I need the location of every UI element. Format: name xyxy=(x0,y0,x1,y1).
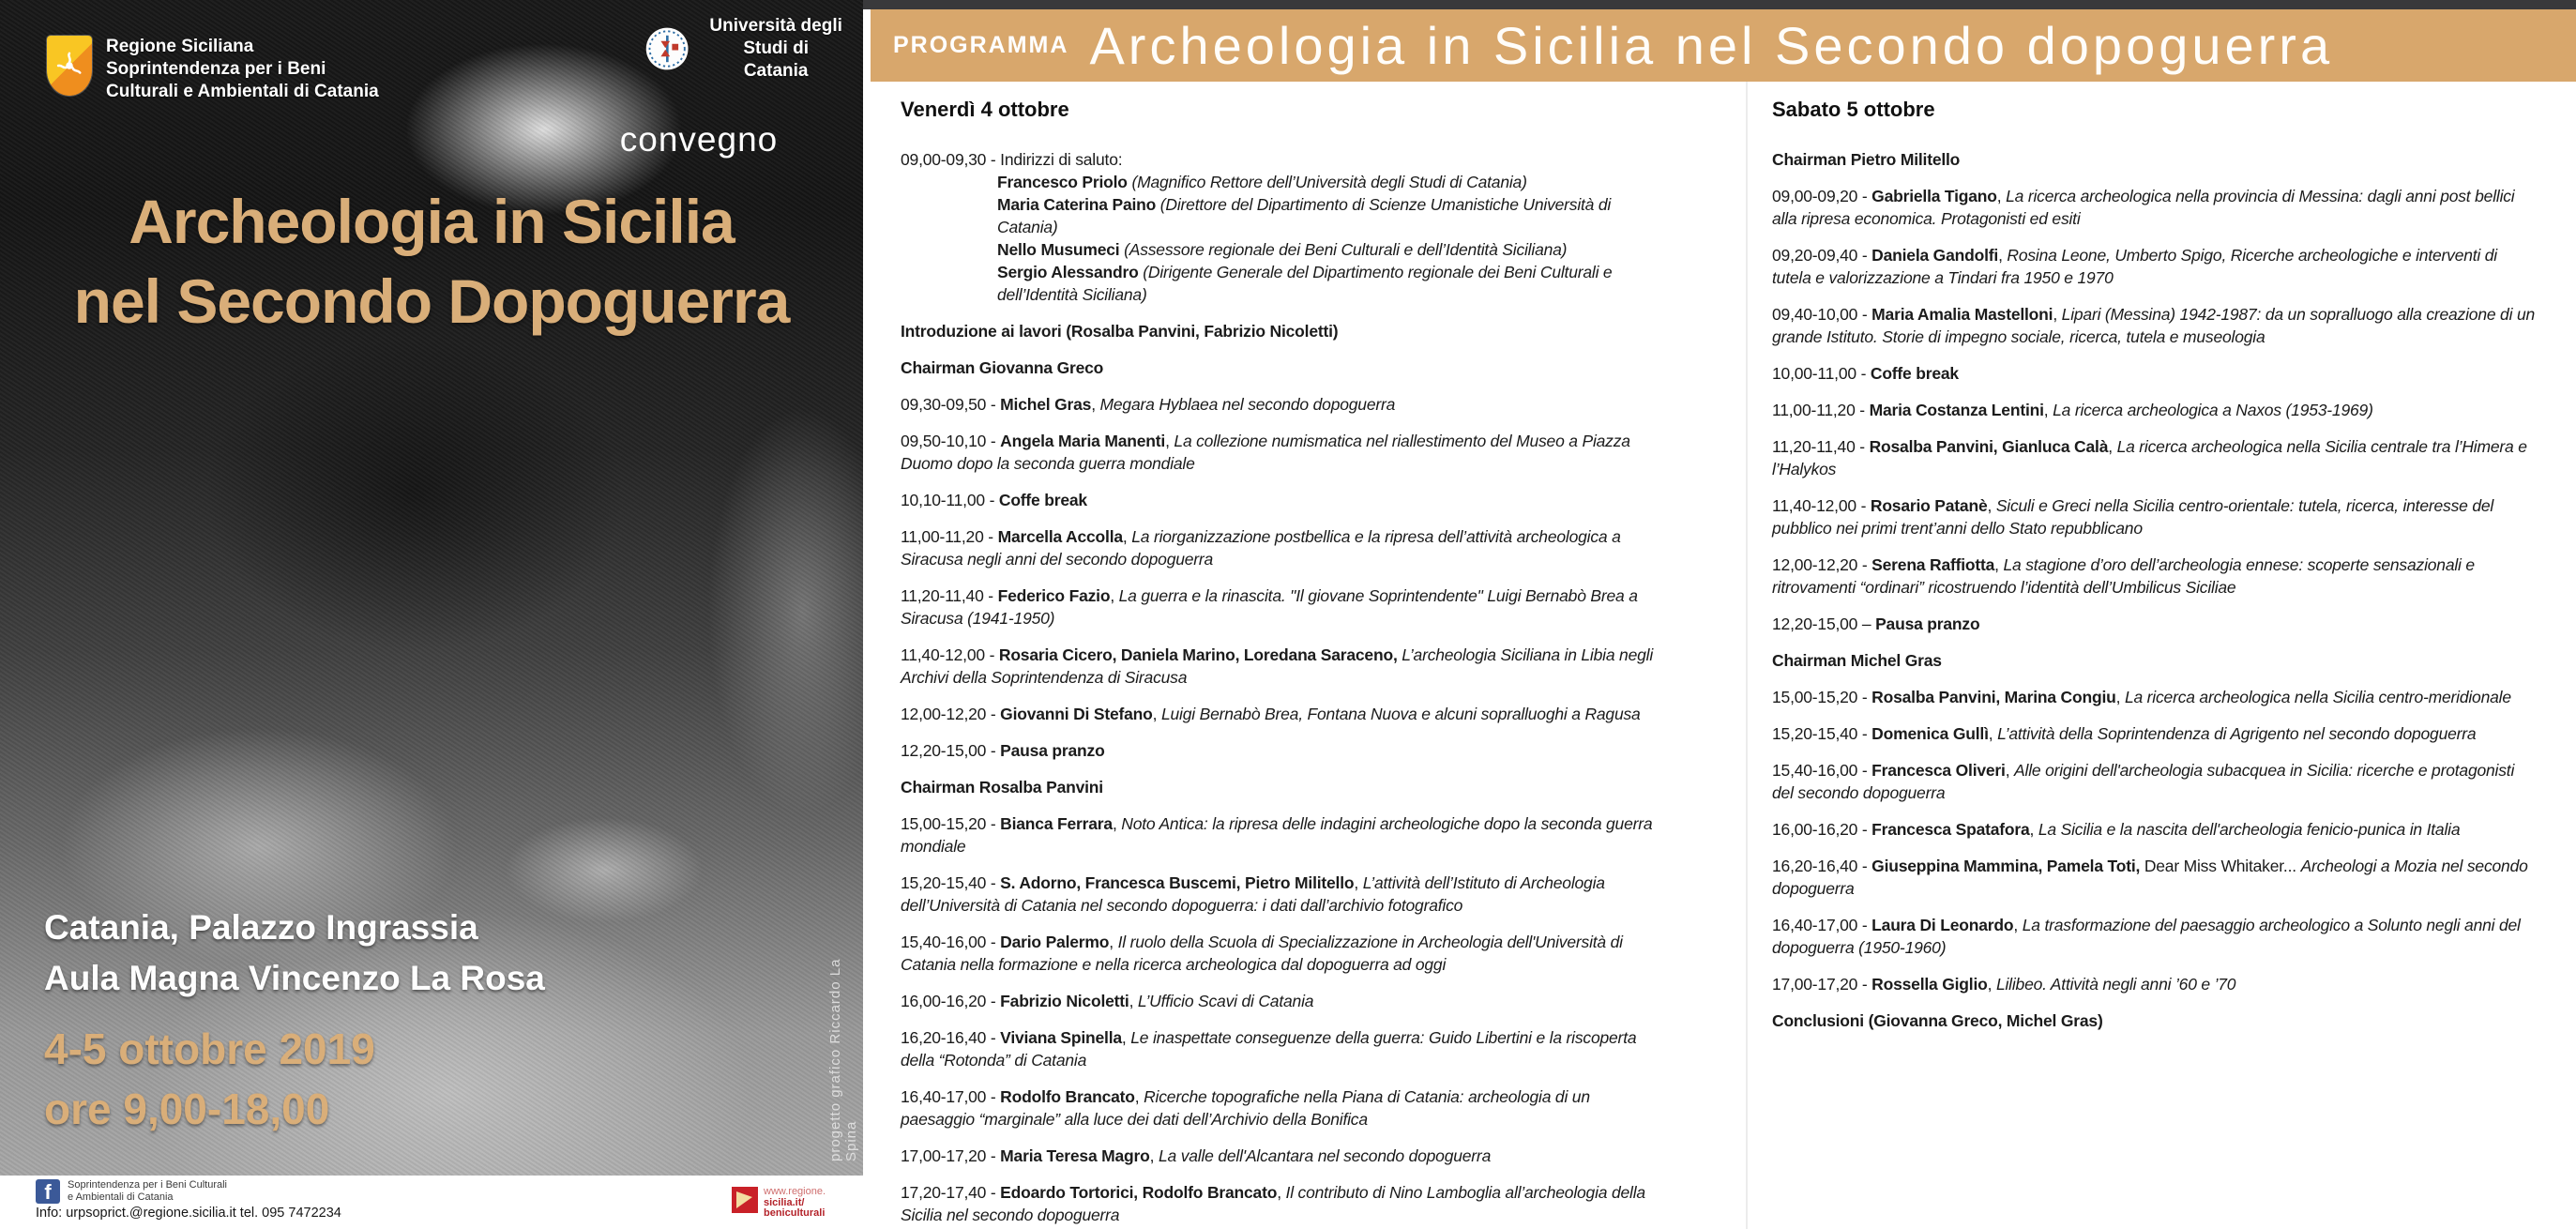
program-entry: 16,20-16,40 - Giuseppina Mammina, Pamela Toti, Dear Miss Whitaker... Archeologi a Mozia nel secondo dopoguerra xyxy=(1772,857,2528,898)
program-entry: 15,00-15,20 - Bianca Ferrara, Noto Antica: la ripresa delle indagini archeologiche dopo la seconda guerra mondiale xyxy=(901,814,1653,856)
site-line3: beniculturali xyxy=(764,1207,826,1219)
program-entry: 11,40-12,00 - Rosaria Cicero, Daniela Marino, Loredana Saraceno, L’archeologia Siciliana in Libia negli Archivi della Soprintendenza di Siracusa xyxy=(901,645,1654,687)
program-entry: Conclusioni (Giovanna Greco, Michel Gras) xyxy=(1772,1011,2103,1030)
program-entry: Chairman Rosalba Panvini xyxy=(901,778,1103,797)
program-entry: 15,40-16,00 - Dario Palermo, Il ruolo della Scuola di Specializzazione in Archeologia dell'Università di Catania nella formazione e nella ricerca archeologica dal dopoguerra ad oggi xyxy=(901,933,1623,974)
program-entry: 15,00-15,20 - Rosalba Panvini, Marina Congiu, La ricerca archeologica nella Sicilia centro-meridionale xyxy=(1772,688,2511,706)
program-banner xyxy=(871,9,2576,82)
program-entry: 09,40-10,00 - Maria Amalia Mastelloni, Lipari (Messina) 1942-1987: da un sopralluogo alla creazione di un grande Istituto. Storie di impegno sociale, ricerca, tutela e museologia xyxy=(1772,305,2536,346)
program-entry: 12,00-12,20 - Giovanni Di Stefano, Luigi Bernabò Brea, Fontana Nuova e alcuni sopralluoghi a Ragusa xyxy=(901,705,1641,723)
region-line2: Soprintendenza per i Beni xyxy=(106,59,326,79)
program-entry: 15,20-15,40 - Domenica Gullì, L’attività della Soprintendenza di Agrigento nel secondo dopoguerra xyxy=(1772,724,2477,743)
poster-title-line1: Archeologia in Sicilia xyxy=(129,187,735,256)
program-entry: Chairman Michel Gras xyxy=(1772,651,1942,670)
sicilia-triangle-icon xyxy=(732,1187,758,1213)
poster-title-line2: nel Secondo Dopoguerra xyxy=(73,266,790,336)
program-entry: 09,00-09,30 - Indirizzi di saluto: xyxy=(901,150,1123,169)
contact-info: Info: urpsoprict.@regione.sicilia.it tel. 095 7472234 xyxy=(36,1206,341,1221)
poster xyxy=(0,0,863,1229)
program-page-2 xyxy=(1772,98,2537,1032)
day1-items xyxy=(901,148,1665,1226)
program-entry: 11,20-11,40 - Federico Fazio, La guerra e la rinascita. "Il giovane Soprintendente" Luigi Bernabò Brea a Siracusa (1941-1950) xyxy=(901,586,1638,628)
program-entry: 09,50-10,10 - Angela Maria Manenti, La collezione numismatica nel riallestimento del Museo a Piazza Duomo dopo la seconda guerra mondiale xyxy=(901,432,1630,473)
facebook-row xyxy=(36,1179,227,1204)
university-line2: Catania xyxy=(743,61,809,81)
regione-website-logo xyxy=(732,1187,826,1220)
program-entry: 11,00-11,20 - Maria Costanza Lentini, La ricerca archeologica a Naxos (1953-1969) xyxy=(1772,401,2373,419)
program-entry: 17,00-17,20 - Rossella Giglio, Lilibeo. Attività negli anni ’60 e ’70 xyxy=(1772,975,2236,994)
program-entry: 12,20-15,00 - Pausa pranzo xyxy=(901,741,1105,760)
program-entry: 16,40-17,00 - Laura Di Leonardo, La trasformazione del paesaggio archeologico a Solunto negli anni del dopoguerra (1950-1960) xyxy=(1772,916,2521,957)
dates-block xyxy=(44,1019,375,1139)
program-entry: 12,00-12,20 - Serena Raffiotta, La stagione d’oro dell’archeologia ennese: scoperte sensazionali e ritrovamenti “ordinari” ricostruendo l’identità dell’Umbilicus Siciliae xyxy=(1772,555,2475,597)
site-line1: www.regione. xyxy=(764,1186,826,1197)
region-line1: Regione Siciliana xyxy=(106,37,254,56)
regione-siciliana-shield-icon xyxy=(47,36,92,96)
university-seal-icon xyxy=(645,20,689,78)
facebook-caption-line2: e Ambientali di Catania xyxy=(68,1191,174,1203)
program-entry: 17,20-17,40 - Edoardo Tortorici, Rodolfo Brancato, Il contributo di Nino Lamboglia all’archeologia della Sicilia nel secondo dopoguerra xyxy=(901,1183,1645,1224)
top-strip xyxy=(863,0,2576,9)
program-entry: 09,20-09,40 - Daniela Gandolfi, Rosina Leone, Umberto Spigo, Ricerche archeologiche e interventi di tutela e valorizzazione a Tindari fra 1950 e 1970 xyxy=(1772,246,2497,287)
regione-website-text xyxy=(764,1187,826,1220)
program-entry: 15,20-15,40 - S. Adorno, Francesca Buscemi, Pietro Militello, L’attività dell’Istituto di Archeologia dell’Università di Catania nel secondo dopoguerra: i dati dall’archivio fotografico xyxy=(901,873,1605,915)
poster-title xyxy=(23,182,841,341)
convegno-label: convegno xyxy=(619,120,779,159)
poster-footer xyxy=(0,1176,863,1229)
day1-title: Venerdì 4 ottobre xyxy=(901,98,1069,121)
time-line: ore 9,00-18,00 xyxy=(44,1085,330,1133)
program-entry: 10,00-11,00 - Coffe break xyxy=(1772,364,1959,383)
program-entry: 17,00-17,20 - Maria Teresa Magro, La valle dell'Alcantara nel secondo dopoguerra xyxy=(901,1146,1492,1165)
program-entry: 16,00-16,20 - Francesca Spatafora, La Sicilia e la nascita dell'archeologia fenicio-punica in Italia xyxy=(1772,820,2461,839)
date-line: 4-5 ottobre 2019 xyxy=(44,1024,375,1073)
university-badge xyxy=(645,15,852,83)
region-badge xyxy=(47,36,379,103)
programma-label: PROGRAMMA xyxy=(893,32,1069,58)
program-entry: 11,40-12,00 - Rosario Patanè, Siculi e Greci nella Sicilia centro-orientale: tutela, ricerca, interesse del pubblico nei primi trent’anni dello Stato repubblicano xyxy=(1772,496,2494,538)
venue-line1: Catania, Palazzo Ingrassia xyxy=(44,908,478,947)
region-badge-text xyxy=(106,36,379,103)
program-entry: 16,40-17,00 - Rodolfo Brancato, Ricerche topografiche nella Piana di Catania: archeologia di un paesaggio “marginale” alla luce dei dati dell’Archivio della Bonifica xyxy=(901,1087,1590,1129)
program-section xyxy=(863,0,2576,1229)
page-seam-divider xyxy=(1746,82,1748,1229)
program-entry: 16,00-16,20 - Fabrizio Nicoletti, L’Ufficio Scavi di Catania xyxy=(901,992,1314,1010)
program-entry: Chairman Pietro Militello xyxy=(1772,150,1961,169)
facebook-caption xyxy=(68,1179,227,1204)
program-entry: 10,10-11,00 - Coffe break xyxy=(901,491,1087,509)
program-entry: 09,30-09,50 - Michel Gras, Megara Hyblaea nel secondo dopoguerra xyxy=(901,395,1396,414)
program-entry: Introduzione ai lavori (Rosalba Panvini, Fabrizio Nicoletti) xyxy=(901,322,1339,341)
facebook-caption-line1: Soprintendenza per i Beni Culturali xyxy=(68,1179,227,1191)
day2-title: Sabato 5 ottobre xyxy=(1772,98,1935,121)
program-entry: Francesco Priolo (Magnifico Rettore dell’Università degli Studi di Catania) xyxy=(997,173,1527,191)
venue-block xyxy=(44,903,545,1004)
day2-items xyxy=(1772,148,2537,1032)
program-entry: Sergio Alessandro (Dirigente Generale del Dipartimento regionale dei Beni Culturali e dell’Identità Siciliana) xyxy=(997,263,1613,304)
venue-line2: Aula Magna Vincenzo La Rosa xyxy=(44,959,545,997)
program-entry: Maria Caterina Paino (Direttore del Dipartimento di Scienze Umanistiche Università di Catania) xyxy=(997,195,1612,236)
program-banner-title: Archeologia in Sicilia nel Secondo dopoguerra xyxy=(1089,16,2334,75)
program-entry: 15,40-16,00 - Francesca Oliveri, Alle origini dell'archeologia subacquea in Sicilia: ricerche e protagonisti del secondo dopoguerra xyxy=(1772,761,2515,802)
university-line1: Università degli Studi di xyxy=(709,16,842,58)
program-entry: 12,20-15,00 – Pausa pranzo xyxy=(1772,614,1980,633)
site-line2: sicilia.it/ xyxy=(764,1196,805,1208)
program-entry: 11,20-11,40 - Rosalba Panvini, Gianluca Calà, La ricerca archeologica nella Sicilia centrale tra l’Himera e l’Halykos xyxy=(1772,437,2527,478)
program-entry: 09,00-09,20 - Gabriella Tigano, La ricerca archeologica nella provincia di Messina: dagli anni post bellici alla ripresa economica. Protagonisti ed esiti xyxy=(1772,187,2515,228)
program-entry: Nello Musumeci (Assessore regionale dei Beni Culturali e dell’Identità Siciliana) xyxy=(997,240,1568,259)
trinacria-icon xyxy=(55,52,83,80)
university-badge-text xyxy=(700,15,852,83)
facebook-icon: f xyxy=(36,1179,60,1204)
program-page-1 xyxy=(901,98,1665,1226)
program-entry: 16,20-16,40 - Viviana Spinella, Le inaspettate conseguenze della guerra: Guido Libertini e la riscoperta della “Rotonda” di Catania xyxy=(901,1028,1637,1070)
program-entry: 11,00-11,20 - Marcella Accolla, La riorganizzazione postbellica e la ripresa dell’attività archeologica a Siracusa negli anni del secondo dopoguerra xyxy=(901,527,1621,569)
graphic-credit: progetto grafico Riccardo La Spina xyxy=(827,958,859,1161)
program-entry: Chairman Giovanna Greco xyxy=(901,358,1104,377)
region-line3: Culturali e Ambientali di Catania xyxy=(106,82,379,101)
